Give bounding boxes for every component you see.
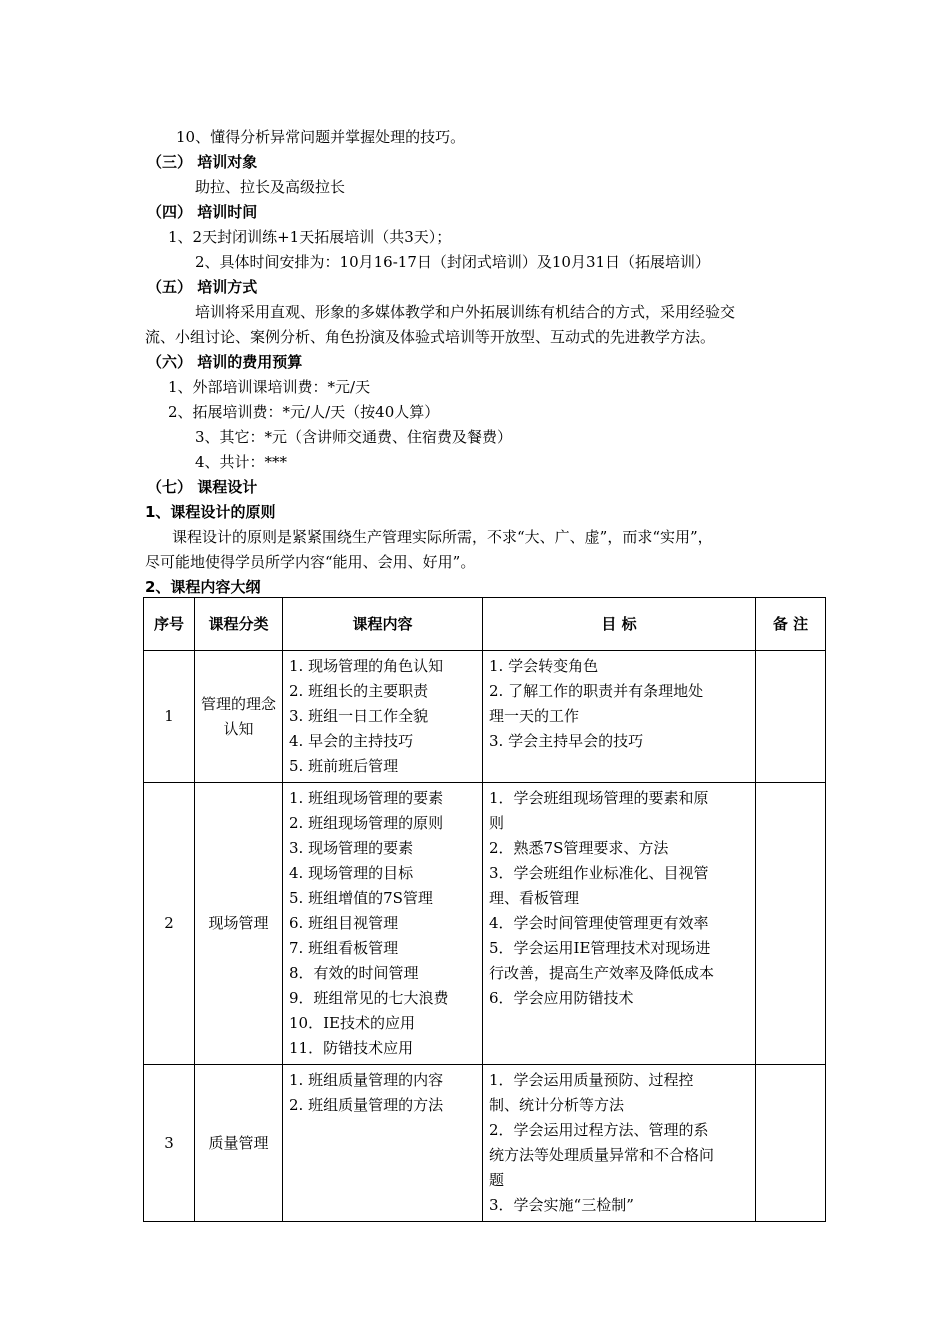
- row-number: 1: [144, 651, 195, 783]
- content-item: 8．有效的时间管理: [289, 964, 419, 982]
- goal-item: 理一天的工作: [489, 707, 580, 725]
- text-line: 1、外部培训课培训费：*元/天: [168, 378, 371, 396]
- goal-item: 理、看板管理: [489, 889, 580, 907]
- text-line: 培训将采用直观、形象的多媒体教学和户外拓展训练有机结合的方式，采用经验交: [195, 303, 736, 321]
- goal-item: 2. 了解工作的职责并有条理地处: [489, 682, 704, 700]
- text-line: 3、其它：*元（含讲师交通费、住宿费及餐费）: [195, 428, 513, 446]
- section-heading: （三） 培训对象: [147, 153, 258, 171]
- subsection-heading: 1、课程设计的原则: [145, 503, 276, 521]
- section-heading: （六） 培训的费用预算: [147, 353, 303, 371]
- header-no: 序号: [144, 598, 195, 651]
- content-item: 6. 班组目视管理: [289, 914, 399, 932]
- header-goals: 目 标: [483, 598, 756, 651]
- goal-item: 2．熟悉7S管理要求、方法: [489, 839, 669, 857]
- row-number: 2: [144, 783, 195, 1065]
- table-row: [144, 783, 826, 1065]
- goal-item: 行改善，提高生产效率及降低成本: [489, 964, 715, 982]
- text-line: 流、小组讨论、案例分析、角色扮演及体验式培训等开放型、互动式的先进教学方法。: [145, 328, 716, 346]
- goal-item: 1．学会班组现场管理的要素和原: [489, 789, 709, 807]
- content-item: 10．IE技术的应用: [289, 1014, 415, 1032]
- header-note: 备 注: [756, 598, 826, 651]
- table-row: [144, 651, 826, 783]
- content-item: 7. 班组看板管理: [289, 939, 399, 957]
- course-outline-table: [143, 597, 826, 1222]
- content-item: 1. 班组质量管理的内容: [289, 1071, 444, 1089]
- goal-item: 制、统计分析等方法: [489, 1096, 625, 1114]
- row-goals: [483, 783, 756, 1065]
- row-number: 3: [144, 1065, 195, 1222]
- row-category: 现场管理: [195, 783, 283, 1065]
- content-item: 4. 现场管理的目标: [289, 864, 414, 882]
- goal-item: 4．学会时间管理使管理更有效率: [489, 914, 709, 932]
- content-item: 11．防错技术应用: [289, 1039, 414, 1057]
- goal-item: 1. 学会转变角色: [489, 657, 599, 675]
- text-line: 2、拓展培训费：*元/人/天（按40人算）: [168, 403, 440, 421]
- text-line: 4、共计：***: [195, 453, 288, 471]
- content-item: 3. 班组一日工作全貌: [289, 707, 429, 725]
- row-goals: [483, 651, 756, 783]
- row-note: [756, 1065, 826, 1222]
- goal-item: 5．学会运用IE管理技术对现场进: [489, 939, 711, 957]
- content-item: 2. 班组长的主要职责: [289, 682, 429, 700]
- text-line: 10、懂得分析异常问题并掌握处理的技巧。: [176, 128, 466, 146]
- table-body: [144, 651, 826, 1222]
- subsection-heading: 2、课程内容大纲: [145, 578, 261, 596]
- goal-item: 6．学会应用防错技术: [489, 989, 634, 1007]
- content-item: 3. 现场管理的要素: [289, 839, 414, 857]
- content-item: 2. 班组质量管理的方法: [289, 1096, 444, 1114]
- header-category: 课程分类: [195, 598, 283, 651]
- content-item: 1. 班组现场管理的要素: [289, 789, 444, 807]
- text-line: 助拉、拉长及高级拉长: [195, 178, 346, 196]
- content-item: 9．班组常见的七大浪费: [289, 989, 449, 1007]
- goal-item: 2．学会运用过程方法、管理的系: [489, 1121, 709, 1139]
- text-line: 尽可能地使得学员所学内容“能用、会用、好用”。: [145, 553, 476, 571]
- table-header-row: [144, 598, 826, 651]
- row-category: 质量管理: [195, 1065, 283, 1222]
- row-content: [283, 783, 483, 1065]
- row-note: [756, 651, 826, 783]
- section-heading: （七） 课程设计: [147, 478, 258, 496]
- content-item: 5. 班前班后管理: [289, 757, 399, 775]
- text-line: 1、2天封闭训练+1天拓展培训（共3天）；: [168, 228, 452, 246]
- goal-item: 则: [489, 814, 505, 832]
- row-content: [283, 651, 483, 783]
- goal-item: 统方法等处理质量异常和不合格问: [489, 1146, 715, 1164]
- goal-item: 1．学会运用质量预防、过程控: [489, 1071, 694, 1089]
- row-goals: [483, 1065, 756, 1222]
- content-item: 2. 班组现场管理的原则: [289, 814, 444, 832]
- goal-item: 3．学会实施“三检制”: [489, 1196, 634, 1214]
- section-heading: （五） 培训方式: [147, 278, 258, 296]
- section-heading: （四） 培训时间: [147, 203, 258, 221]
- header-content: 课程内容: [283, 598, 483, 651]
- row-content: [283, 1065, 483, 1222]
- content-item: 4. 早会的主持技巧: [289, 732, 414, 750]
- row-category: 管理的理念认知: [195, 651, 283, 783]
- goal-item: 3. 学会主持早会的技巧: [489, 732, 644, 750]
- goal-item: 题: [489, 1171, 505, 1189]
- table-row: [144, 1065, 826, 1222]
- goal-item: 3．学会班组作业标准化、目视管: [489, 864, 709, 882]
- text-line: 课程设计的原则是紧紧围绕生产管理实际所需，不求“大、广、虚”，而求“实用”，: [172, 528, 713, 546]
- row-note: [756, 783, 826, 1065]
- content-item: 5. 班组增值的7S管理: [289, 889, 433, 907]
- text-line: 2、具体时间安排为：10月16-17日（封闭式培训）及10月31日（拓展培训）: [195, 253, 711, 271]
- content-item: 1. 现场管理的角色认知: [289, 657, 444, 675]
